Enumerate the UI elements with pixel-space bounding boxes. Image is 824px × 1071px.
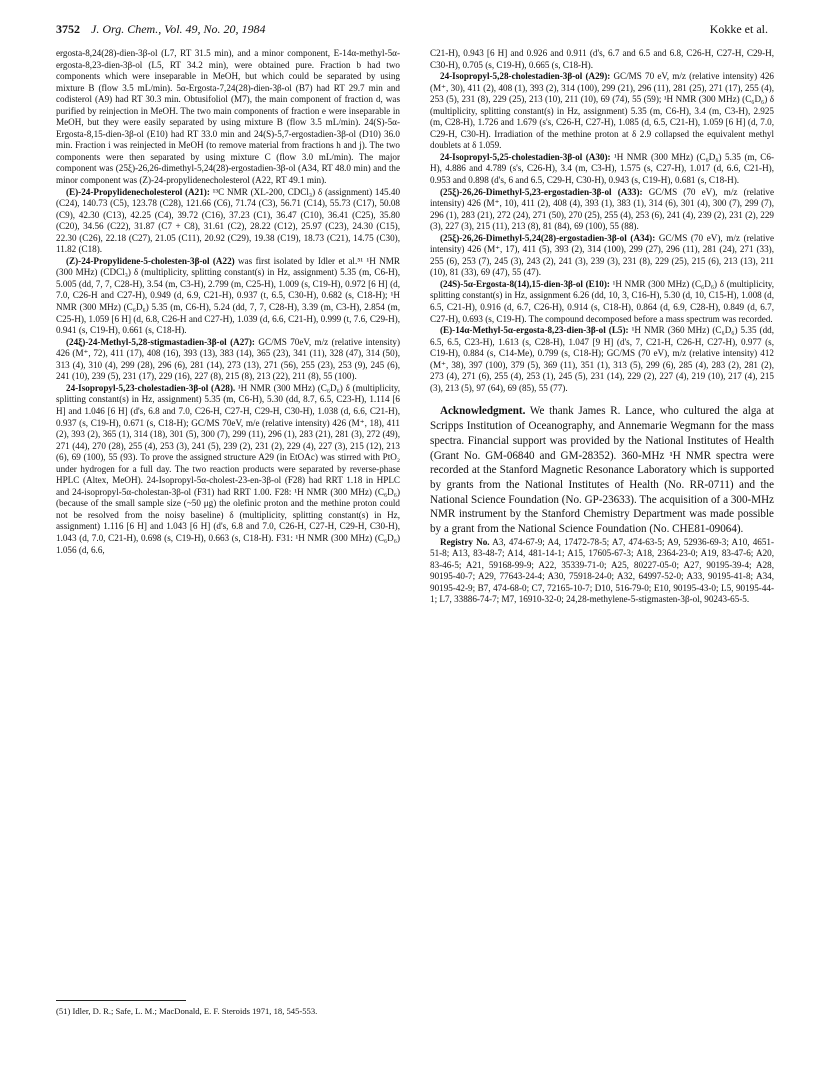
paragraph-f31-cont: C21-H), 0.943 [6 H] and 0.926 and 0.911 (d's, 6.7 and 6.5 and 6.8, C26-H, C27-H, C29-H, C30-H), 0.705 (s, C19-H), 0.665 (s, C18-H). [430,48,774,70]
paragraph-a29 [430,71,774,152]
compound-data-a33: GC/MS (70 eV), m/z (relative intensity) 426 (M⁺, 10), 411 (2), 408 (4), 393 (1), 383 (1), 314 (6), 301 (4), 300 (7), 299 (7), 296 (1), 283 (21), 272 (24), 271 (50), 270 (25), 255 (4), 253 (6), 241 (4), 239 (2), 231 (2), 229 (3), 227 (3), 215 (11), 213 (8), 81 (84), 69 (100), 55 (88). [430,186,775,232]
compound-heading-a28: 24-Isopropyl-5,23-cholestadien-3β-ol (A28). [66,382,236,393]
compound-data-e10: ¹H NMR (300 MHz) (C₆D₆) δ (multiplicity, splitting constant(s) in Hz, assignment 6.26 (dd, 10, 3, C16-H), 5.30 (d, 10, C15-H), 1.008 (d, 6.5, C21-H), 0.916 (d, 6.7, C26-H), 0.914 (s, C18-H), 0.864 (d, 6.9, C28-H), 0.849 (d, 6.7, C27-H), 0.693 (s, C19-H). The compound decomposed before a mass spectrum was recorded. [430,278,774,324]
acknowledgment-text: We thank James R. Lance, who cultured the alga at Scripps Institution of Oceanography, and Annemarie Wegmann for the mass spectra. Financial support was provided by the National Institutes of Health (Grant No. GM-06840 and GM-28352). 360-MHz ¹H NMR spectra were recorded at the Stanford Magnetic Resonance Laboratory which is supported by grants from the National Institutes of Health (No. RR-0711) and the National Science Foundation (No. GP-23633). The acquisition of a 300-MHz NMR instrument by the Stanford Chemistry Department was made possible by a grant from the National Science Foundation (No. CHE81-09064). [430,405,774,536]
page-number: 3752 [56,22,80,36]
paragraph-a28 [56,383,400,556]
paragraph-a30 [430,152,774,187]
paragraph-a22 [56,256,400,337]
paragraph-a27 [56,337,400,383]
compound-heading-e10: (24S)-5α-Ergosta-8(14),15-dien-3β-ol (E10): [440,278,610,289]
header-authors: Kokke et al. [709,22,768,36]
paragraph-a21 [56,187,400,256]
paragraph-l5 [430,325,774,394]
compound-data-a30: ¹H NMR (300 MHz) (C₆D₆) 5.35 (m, C6-H), 4.886 and 4.789 (s's, C26-H), 3.4 (m, C3-H), 1.575 (s, C27-H), 1.017 (d, 6.6, C21-H), 0.953 and 0.898 (d's, 6 and 6.5, C29-H, C30-H), 0.943 (s, C19-H), 0.681 (s, C18-H). [430,151,774,186]
compound-heading-a22: (Z)-24-Propylidene-5-cholesten-3β-ol (A22) [66,255,235,266]
left-column [56,48,400,556]
paragraph-fractions: ergosta-8,24(28)-dien-3β-ol (L7, RT 31.5 min), and a minor component, E-14α-methyl-5α-ergosta-8,23-dien-3β-ol (L5, RT 34.2 min), were obtained pure. Fraction b had two components which were inseparable in MeOH, but which could be separated by using mixture B (flow 3.5 mL/min). 5α-Ergosta-7,24(28)-dien-3β-ol (B7) had RT 29.7 min and codisterol (A9) had RT 30.3 min. Obtusifoliol (M7), the main component of fraction d, was purified by reinjection in MeOH. The two main components of fraction e were inseparable in MeOH, but they were easily separated by using mixture B (flow 3.5 mL/min). 24(S)-5α-Ergosta-8,15-dien-3β-ol (E10) had RT 33.0 min and 24(S)-5,7-ergostadien-3β-ol (D10) 36.0 min. Fraction i was reinjected in MeOH (to remove material from fractions h and j). The two components were then separated by using mixture C (flow 3.0 mL/min). The major component was (25ξ)-26,26-dimethyl-5,24(28)-ergostadien-3β-ol (A34, RT 48.0 min) and the minor component was (Z)-24-propylidenecholesterol (A22, RT 49.1 min). [56,48,400,186]
compound-heading-a33: (25ξ)-26,26-Dimethyl-5,23-ergostadien-3β-ol (A33): [440,186,643,197]
paragraph-a34 [430,233,774,279]
compound-heading-a34: (25ξ)-26,26-Dimethyl-5,24(28)-ergostadien-3β-ol (A34): [440,232,656,243]
compound-heading-l5: (E)-14α-Methyl-5α-ergosta-8,23-dien-3β-ol (L5): [440,325,629,336]
compound-heading-a29: 24-Isopropyl-5,28-cholestadien-3β-ol (A29): [440,71,611,82]
compound-data-a34: GC/MS (70 eV), m/z (relative intensity) 426 (M⁺, 17), 411 (5), 393 (2), 314 (100), 299 (27), 296 (11), 281 (24), 271 (33), 255 (6), 253 (7), 245 (3), 243 (2), 241 (3), 239 (3), 231 (8), 229 (25), 215 (6), 213 (13), 211 (10), 81 (33), 69 (47), 55 (47). [430,232,774,278]
header-left [56,20,266,38]
compound-data-a27: GC/MS 70eV, m/z (relative intensity) 426 (M⁺, 72), 411 (17), 408 (16), 393 (13), 383 (14), 365 (23), 341 (11), 328 (47), 314 (50), 313 (4), 310 (4), 299 (28), 296 (6), 281 (14), 273 (13), 271 (56), 255 (23), 253 (9), 245 (6), 241 (10), 239 (5), 231 (17), 229 (16), 227 (8), 215 (8), 213 (22), 211 (8), 55 (100). [56,336,400,382]
acknowledgment-paragraph [430,404,774,536]
compound-data-a22: was first isolated by Idler et al.⁵¹ ¹H NMR (300 MHz) (CDCl₃) δ (multiplicity, splitting constant(s) in Hz, assignment) 5.35 (m, C6-H), 5.005 (dd, 7, 7, C28-H), 3.54 (m, C3-H), 2.799 (m, C25-H), 1.009 (s, C19-H), 0.972 [6 H] (d, 7.0, C26-H and C27-H), 0.949 (d, 6.9, C21-H), 0.937 (t, 6.5, C30-H), 0.682 (s, C18-H); ¹H NMR (300 MHz) (C₆D₆) 5.35 (m, C6-H), 5.24 (dd, 7, 7, C28-H), 3.39 (m, C3-H), 2.854 (m, C25-H), 1.059 [6 H] (d, 6.8, C26-H and C27-H), 1.039 (d, 6.6, C21-H), 0.999 (t, 7.6, C29-H), 0.941 (s, C19-H), 0.661 (s, C18-H). [56,255,400,336]
acknowledgment-section [430,404,774,536]
compound-data-a28: ¹H NMR (300 MHz) (C₆D₆) δ (multiplicity, splitting constant(s) in Hz, assignment) 5.35 (m, C6-H), 5.30 (dd, 8.7, 6.5, C23-H), 1.114 [6 H] and 1.046 [6 H] (d's, 6.8 and 7.0, C26-H, C27-H, C29-H, C30-H), 1.038 (d, 6.6, C21-H), 0.937 (s, C19-H), 0.671 (s, C18-H); GC/MS 70eV, m/e (relative intensity) 426 (M⁺, 18), 411 (2), 393 (2), 365 (1), 314 (18), 301 (5), 300 (7), 299 (11), 296 (1), 283 (21), 281 (3), 272 (49), 271 (44), 270 (28), 255 (4), 253 (3), 241 (5), 239 (2), 231 (2), 229 (4), 227 (3), 215 (12), 213 (6), 69 (100), 55 (93). To prove the assigned structure A29 (in EtOAc) was stirred with PtO₂ under hydrogen for a full day. The two reaction products were separated by reverse-phase HPLC (Altex, MeOH). 24-Isopropyl-5α-cholest-23-en-3β-ol (F28) had RRT 1.18 in HPLC and 24-isopropyl-5α-cholestan-3β-ol (F31) had RRT 1.00. F28: ¹H NMR (300 MHz) (C₆D₆) (because of the small sample size (~50 μg) the olefinic proton and the methine proton could not be resolved from the noisy baseline) δ (multiplicity, splitting constant(s) in Hz, assignment) 1.116 [6 H] and 1.043 [6 H] (d's, 6.8 and 7.0, C26-H, C27-H, C29-H, C30-H), 1.043 (d, 7.0, C21-H), 0.698 (s, C19-H), 0.663 (s, C18-H). F31: ¹H NMR (300 MHz) (C₆D₆) 1.056 (d, 6.6, [56,382,400,555]
compound-heading-a27: (24ξ)-24-Methyl-5,28-stigmastadien-3β-ol (A27): [66,336,255,347]
registry-heading: Registry No. [440,536,490,547]
footnote-divider [56,1000,186,1001]
compound-data-a29: GC/MS 70 eV, m/z (relative intensity) 426 (M⁺, 30), 411 (2), 408 (1), 393 (2), 314 (100), 299 (21), 296 (11), 281 (25), 271 (17), 255 (4), 253 (5), 231 (8), 229 (25), 213 (10), 211 (10), 69 (74), 55 (59); ¹H NMR (300 MHz) (C₆D₆) δ (multiplicity, splitting constant(s) in Hz, assignment) 5.35 (m, C6-H), 3.4 (m, C3-H), 2.925 (m, C28-H), 1.726 and 1.679 (s's, C26-H, C27-H), 1.085 (d, 6.5, C21-H), 1.059 [6 H] (d, 7.0, C29-H, C30-H). Irradiation of the methine proton at δ 2.9 collapsed the equivalent methyl doublets at δ 1.059. [430,71,774,151]
registry-paragraph [430,537,774,606]
compound-heading-a30: 24-Isopropyl-5,25-cholestadien-3β-ol (A30): [440,151,611,162]
registry-list: A3, 474-67-9; A4, 17472-78-5; A7, 474-63-5; A9, 52936-69-3; A10, 4651-51-8; A13, 83-48-7; A14, 481-14-1; A15, 17605-67-3; A18, 2364-23-0; A19, 83-47-6; A20, 83-46-5; A21, 59168-99-9; A22, 35339-71-0; A25, 80227-05-0; A27, 90195-39-4; A28, 90195-40-7; A29, 77643-24-4; A30, 75918-24-0; A32, 64997-52-0; A33, 90195-41-8; A34, 90195-42-9; B7, 474-68-0; C7, 72165-10-7; D10, 516-79-0; E10, 90195-43-0; L5, 90195-44-1; L7, 33886-74-7; M7, 16910-32-0; 24,28-methylene-5-stigmasten-3β-ol, 90243-65-5. [430,536,775,605]
compound-data-a21: ¹³C NMR (XL-200, CDCl₃) δ (assignment) 145.40 (C24), 140.73 (C5), 123.78 (C28), 121.66 (C6), 71.74 (C3), 56.71 (C14), 55.73 (C17), 50.08 (C9), 42.30 (C13), 42.25 (C4), 39.72 (C16), 37.23 (C1), 36.47 (C10), 36.41 (C25), 35.80 (C20), 34.56 (C22), 31.87 (C7 + C8), 31.61 (C2), 28.22 (C12), 25.97 (C23), 24.30 (C15), 22.30 (C26), 22.18 (C27), 21.05 (C11), 20.92 (C29), 19.38 (C19), 18.73 (C21), 14.75 (C30), 11.82 (C18). [56,186,401,255]
journal-citation: J. Org. Chem., Vol. 49, No. 20, 1984 [91,22,266,36]
paragraph-e10 [430,279,774,325]
running-header [56,20,768,38]
paragraph-a33 [430,187,774,233]
compound-heading-a21: (E)-24-Propylidenecholesterol (A21): [66,186,210,197]
acknowledgment-heading: Acknowledgment. [440,405,526,418]
right-column [430,48,774,606]
footnote-51: (51) Idler, D. R.; Safe, L. M.; MacDonald, E. F. Steroids 1971, 18, 545-553. [56,1006,318,1016]
compound-data-l5: ¹H NMR (360 MHz) (C₆D₆) 5.35 (dd, 6.5, 6.5, C23-H), 1.613 (s, C28-H), 1.047 [9 H] (d's, 7, C21-H, C26-H, C27-H), 0.977 (s, C19-H), 0.884 (s, C14-Me), 0.799 (s, C18-H); GC/MS (70 eV), m/z (relative intensity) 412 (M⁺, 38), 397 (100), 379 (5), 369 (11), 351 (1), 313 (5), 299 (6), 285 (4), 283 (2), 281 (2), 273 (4), 271 (6), 255 (4), 253 (1), 245 (5), 231 (14), 229 (2), 227 (4), 219 (10), 217 (4), 215 (3), 213 (5), 97 (64), 69 (85), 55 (77). [430,325,774,393]
